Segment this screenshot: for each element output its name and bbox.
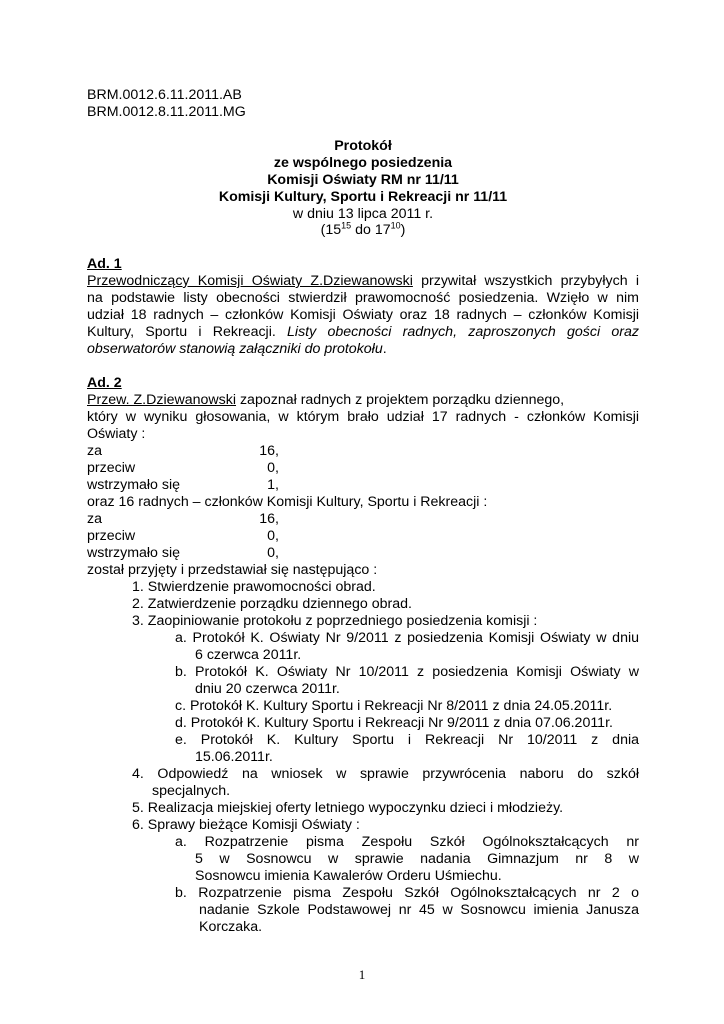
agenda-item-6b-line-2: nadanie Szkole Podstawowej nr 45 w Sosnowcu imienia Janusza — [199, 902, 639, 918]
ad1-line-4-plain: Kultury, Sportu i Rekreacji. — [87, 324, 288, 340]
agenda-item-4-line-1: 4. Odpowiedź na wniosek w sprawie przywrócenia naboru do szkół — [132, 766, 639, 782]
reference-number-2: BRM.0012.8.11.2011.MG — [87, 104, 246, 120]
agenda-item-3d: d. Protokół K. Kultury Sportu i Rekreacji Nr 9/2011 z dnia 07.06.2011r. — [175, 715, 613, 731]
reference-number-1: BRM.0012.6.11.2011.AB — [87, 87, 242, 103]
vote2-za-label: za — [87, 511, 102, 527]
agenda-item-6b-line-3: Korczaka. — [199, 919, 263, 935]
ad2-heading: Ad. 2 — [87, 375, 122, 391]
vote2-przeciw-label: przeciw — [87, 528, 136, 544]
ad1-line-1-rest: przywitał wszystkich przybyłych i — [412, 273, 639, 289]
agenda-item-6: 6. Sprawy bieżące Komisji Oświaty : — [132, 817, 360, 833]
agenda-item-6a-line-1: a. Rozpatrzenie pisma Zespołu Szkół Ogólnokształcących nr — [175, 834, 639, 850]
agenda-item-3e-line-1: e. Protokół K. Kultury Sportu i Rekreacji Nr 10/2011 z dnia — [175, 732, 639, 748]
ad1-person: Przewodniczący Komisji Oświaty Z.Dziewanowski — [87, 273, 413, 289]
time-to-minutes: 10 — [390, 220, 401, 231]
agenda-item-3b-line-2: dniu 20 czerwca 2011r. — [195, 681, 340, 697]
agenda-item-6b-line-1: b. Rozpatrzenie pisma Zespołu Szkół Ogólnokształcących nr 2 o — [175, 885, 639, 901]
title-subtitle: ze wspólnego posiedzenia — [273, 155, 453, 171]
ad2-person: Przew. Z.Dziewanowski — [87, 392, 237, 408]
vote1-wstrzymalo-label: wstrzymało się — [87, 477, 181, 493]
agenda-item-3a-line-2: 6 czerwca 2011r. — [195, 647, 302, 663]
ad2-line-1-rest: zapoznał radnych z projektem porządku dziennego, — [236, 392, 565, 408]
ad1-heading: Ad. 1 — [87, 256, 122, 272]
vote2-przeciw-value: 0, — [267, 528, 279, 544]
agenda-item-2: 2. Zatwierdzenie porządku dziennego obrad. — [132, 596, 412, 612]
agenda-item-3: 3. Zaopiniowanie protokołu z poprzedniego posiedzenia komisji : — [132, 613, 538, 629]
time-close: ) — [400, 222, 406, 238]
ad1-line-2: na podstawie listy obecności stwierdził prawomocność posiedzenia. Wzięło w nim — [87, 290, 639, 306]
ad1-line-4 — [87, 324, 639, 341]
meeting-date: w dniu 13 lipca 2011 r. — [292, 206, 434, 222]
ad1-line-1 — [87, 273, 639, 290]
ad2-line-2: który w wyniku głosowania, w którym brało udział 17 radnych - członków Komisji — [87, 409, 639, 425]
ad2-line-zostal: został przyjęty i przedstawiał się następująco : — [87, 562, 378, 578]
agenda-item-4-line-2: specjalnych. — [152, 783, 231, 799]
vote1-za-label: za — [87, 443, 102, 459]
ad2-line-1 — [87, 392, 564, 409]
time-to: do 17 — [351, 222, 391, 238]
agenda-item-6a-line-3: Sosnowcu imienia Kawalerów Orderu Uśmiechu. — [195, 868, 502, 884]
meeting-time — [87, 222, 639, 239]
ad1-line-4-italic: Listy obecności radnych, zaproszonych gości oraz — [287, 324, 639, 340]
vote1-przeciw-label: przeciw — [87, 460, 136, 476]
title-komisja-oswiaty: Komisji Oświaty RM nr 11/11 — [267, 172, 459, 188]
agenda-item-3b-line-1: b. Protokół K. Oświaty Nr 10/2011 z posiedzenia Komisji Oświaty w — [175, 664, 639, 680]
ad2-line-3: Oświaty : — [87, 426, 146, 442]
ad1-line-5 — [87, 341, 387, 358]
vote1-przeciw-value: 0, — [267, 460, 279, 476]
agenda-item-3e-line-2: 15.06.2011r. — [195, 749, 273, 765]
vote1-wstrzymalo-value: 1, — [267, 477, 279, 493]
agenda-item-5: 5. Realizacja miejskiej oferty letniego wypoczynku dzieci i młodzieży. — [132, 800, 564, 816]
agenda-item-1: 1. Stwierdzenie prawomocności obrad. — [132, 579, 376, 595]
page-number: 1 — [358, 967, 366, 982]
title-protokol: Protokół — [334, 138, 392, 154]
ad1-line-5-end: . — [382, 341, 387, 357]
title-komisja-kultury: Komisji Kultury, Sportu i Rekreacji nr 11/11 — [218, 189, 508, 205]
agenda-item-3a-line-1: a. Protokół K. Oświaty Nr 9/2011 z posiedzenia Komisji Oświaty w dniu — [175, 630, 639, 646]
vote2-wstrzymalo-label: wstrzymało się — [87, 545, 181, 561]
vote1-za-value: 16, — [259, 443, 279, 459]
ad1-line-5-italic: obserwatorów stanowią załączniki do protokołu — [87, 341, 383, 357]
agenda-item-6a-line-2: 5 w Sosnowcu w sprawie nadania Gimnazjum nr 8 w — [195, 851, 639, 867]
time-open: (15 — [320, 222, 342, 238]
ad2-line-oraz: oraz 16 radnych – członków Komisji Kultury, Sportu i Rekreacji : — [87, 494, 488, 510]
vote2-za-value: 16, — [259, 511, 279, 527]
ad1-line-3: udział 18 radnych – członków Komisji Oświaty oraz 18 radnych – członków Komisji — [87, 307, 639, 323]
time-from-minutes: 15 — [341, 220, 352, 231]
agenda-item-3c: c. Protokół K. Kultury Sportu i Rekreacji Nr 8/2011 z dnia 24.05.2011r. — [175, 698, 613, 714]
vote2-wstrzymalo-value: 0, — [267, 545, 279, 561]
